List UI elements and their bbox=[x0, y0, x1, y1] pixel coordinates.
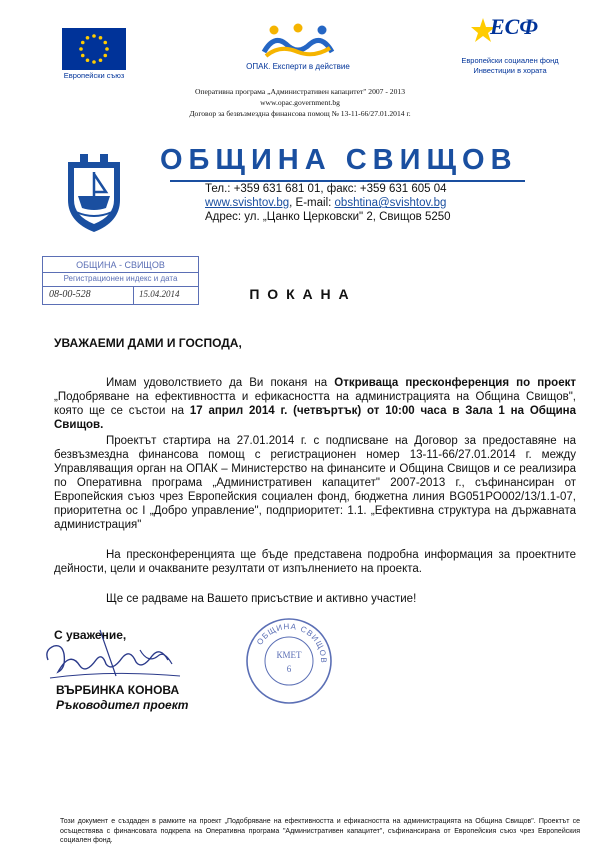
paragraph-invitation: Имам удоволствието да Ви поканя на Откриваща пресконференция по проект „Подобряване на ефективността и ефикасността на администрацията на Община Свищов", която ще се състои на 17 април 2014 г. (четвъртък) от 10:00 часа в Зала 1 на Община Свищов. bbox=[54, 377, 576, 431]
paragraph-details: На пресконференцията ще бъде представена подробна информация за проектните дейности, цели и очакваните резултати от изпълнението на проекта. bbox=[54, 549, 576, 575]
esf-label-line1: Европейски социален фонд bbox=[461, 56, 559, 65]
round-stamp-number: 6 bbox=[286, 664, 292, 674]
esf-logo bbox=[470, 14, 550, 48]
paragraph-project: Проектът стартира на 27.01.2014 г. с подписване на Договор за предоставяне на безвъзмездна финансова помощ с регистрационен номер 13-11-66/27.01.2014 г. между Управляващия орган на ОПАК – Министерство на финансите и Община Свищов и се реализира по Оперативна програма „Административен капацитет" 2007-2013 г., съфинансиран от Европейския съюз чрез Европейския социален фонд, бюджетна линия BG051PO002/13/1.1-07, приоритетна ос I „Добро управление", подприоритет: 1.1. „Ефективна структура на държавната администрация" bbox=[54, 435, 576, 531]
signer-name: ВЪРБИНКА КОНОВА bbox=[56, 683, 180, 697]
registration-stamp-title: ОБЩИНА - СВИЩОВ bbox=[76, 260, 165, 270]
coat-of-arms bbox=[62, 150, 126, 234]
email-label: , E-mail: bbox=[289, 197, 335, 209]
municipality-divider bbox=[170, 180, 525, 182]
footer-note: Този документ е създаден в рамките на проект „Подобряване на ефективността и ефикасността на администрацията на Община Свищов". Проектът се осъществява с финансовата подкрепа на Оперативна програма "Административен капацитет", съфинансирана от Европейския съюз чрез Европейския социален фонд. bbox=[60, 818, 580, 844]
eu-star bbox=[79, 47, 83, 51]
eu-star bbox=[86, 36, 90, 40]
signer-role: Ръководител проект bbox=[56, 698, 189, 712]
web-email-line bbox=[205, 197, 446, 209]
website-link[interactable]: www.svishtov.bg bbox=[205, 197, 290, 209]
eu-star bbox=[92, 34, 96, 38]
esf-label-line2: Инвестиции в хората bbox=[473, 66, 547, 75]
coat-of-arms-icon bbox=[62, 150, 126, 234]
opak-label: ОПАК. Експерти в действие bbox=[246, 62, 350, 71]
signature bbox=[40, 620, 190, 690]
registration-number: 08-00-528 bbox=[49, 289, 91, 300]
round-stamp bbox=[244, 616, 334, 706]
program-website: www.opac.government.bg bbox=[260, 98, 340, 107]
address-line: Адрес: ул. „Цанко Церковски" 2, Свищов 5250 bbox=[205, 211, 451, 223]
eu-star bbox=[81, 41, 85, 45]
salutation: УВАЖАЕМИ ДАМИ И ГОСПОДА, bbox=[54, 336, 242, 350]
round-stamp-icon bbox=[244, 616, 334, 706]
eu-star bbox=[99, 36, 103, 40]
eu-label: Европейски съюз bbox=[63, 71, 125, 80]
program-line-1: Оперативна програма „Административен капацитет" 2007 - 2013 bbox=[195, 87, 405, 96]
round-stamp-center-text: КМЕТ bbox=[276, 650, 302, 660]
eu-star bbox=[86, 58, 90, 62]
eu-star bbox=[103, 54, 107, 58]
opak-people-icon bbox=[258, 22, 338, 62]
registration-date: 15.04.2014 bbox=[139, 289, 180, 299]
signature-icon bbox=[40, 620, 190, 690]
opak-logo bbox=[258, 22, 338, 62]
municipality-name: ОБЩИНА СВИЩОВ bbox=[160, 144, 518, 176]
esf-logo-text: ЕСФ bbox=[490, 14, 539, 39]
contract-line: Договор за безвъзмездна финансова помощ № 13-11-66/27.01.2014 г. bbox=[189, 109, 411, 118]
letter-title: П О К А Н А bbox=[249, 286, 351, 302]
eu-star bbox=[105, 47, 109, 51]
eu-star bbox=[103, 41, 107, 45]
round-stamp-ring-text: ОБЩИНА СВИЩОВ bbox=[255, 621, 329, 664]
eu-star bbox=[92, 60, 96, 64]
email-link[interactable]: obshtina@svishtov.bg bbox=[334, 197, 447, 209]
closing-phrase: С уважение, bbox=[54, 628, 127, 642]
phone-line: Тел.: +359 631 681 01, факс: +359 631 605 04 bbox=[205, 183, 447, 195]
paragraph-closing: Ще се радваме на Вашето присъствие и активно участие! bbox=[106, 593, 417, 605]
registration-stamp-subtitle: Регистрационен индекс и дата bbox=[63, 274, 178, 283]
eu-star bbox=[81, 54, 85, 58]
eu-star bbox=[99, 58, 103, 62]
